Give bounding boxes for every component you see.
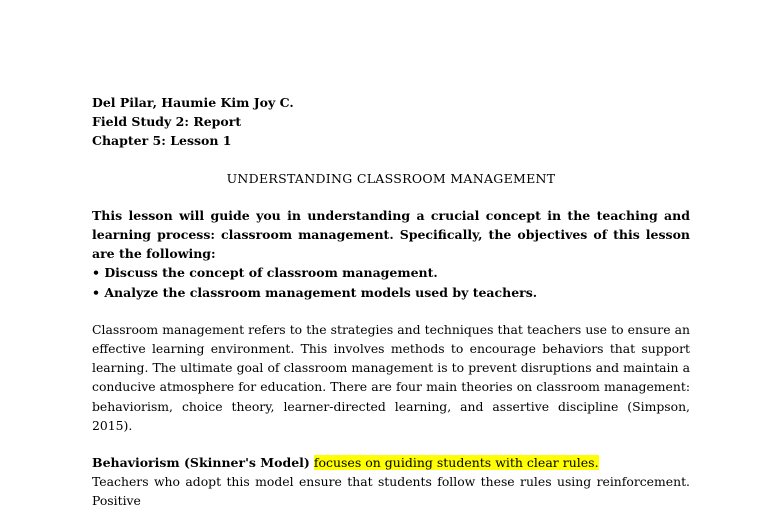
objective-item: • Analyze the classroom management models used by teachers. xyxy=(92,284,538,300)
course-label: Field Study 2: Report xyxy=(92,114,242,130)
highlighted-text: focuses on guiding students with clear rules. xyxy=(313,455,599,471)
document-content xyxy=(92,93,690,511)
author-name: Del Pilar, Haumie Kim Joy C. xyxy=(92,95,294,110)
section-body-paragraph: Teachers who adopt this model ensure that students follow these rules using reinforcement. Positive xyxy=(92,474,690,509)
body-paragraph: Classroom management refers to the strategies and techniques that teachers use to ensure an effective learning environment. This involves methods to encourage behaviors that support learning. The ultimate goal of classroom management is to prevent disruptions and maintain a conducive atmosphere for education. There are four main theories on classroom management: behaviorism, choice theory, learner-directed learning, and assertive discipline (Simpson, 2015). xyxy=(92,321,690,433)
chapter-label: Chapter 5: Lesson 1 xyxy=(92,133,232,149)
objective-item: • Discuss the concept of classroom management. xyxy=(92,265,438,281)
intro-paragraph xyxy=(92,206,690,302)
section-heading: Behaviorism (Skinner's Model) xyxy=(92,455,310,471)
document-title: UNDERSTANDING CLASSROOM MANAGEMENT xyxy=(226,170,556,186)
intro-lead: This lesson will guide you in understanding a crucial concept in the teaching and learning process: classroom management. Specifically, the objectives of this lesson are the following: xyxy=(92,207,690,262)
section-heading-line xyxy=(92,453,690,472)
